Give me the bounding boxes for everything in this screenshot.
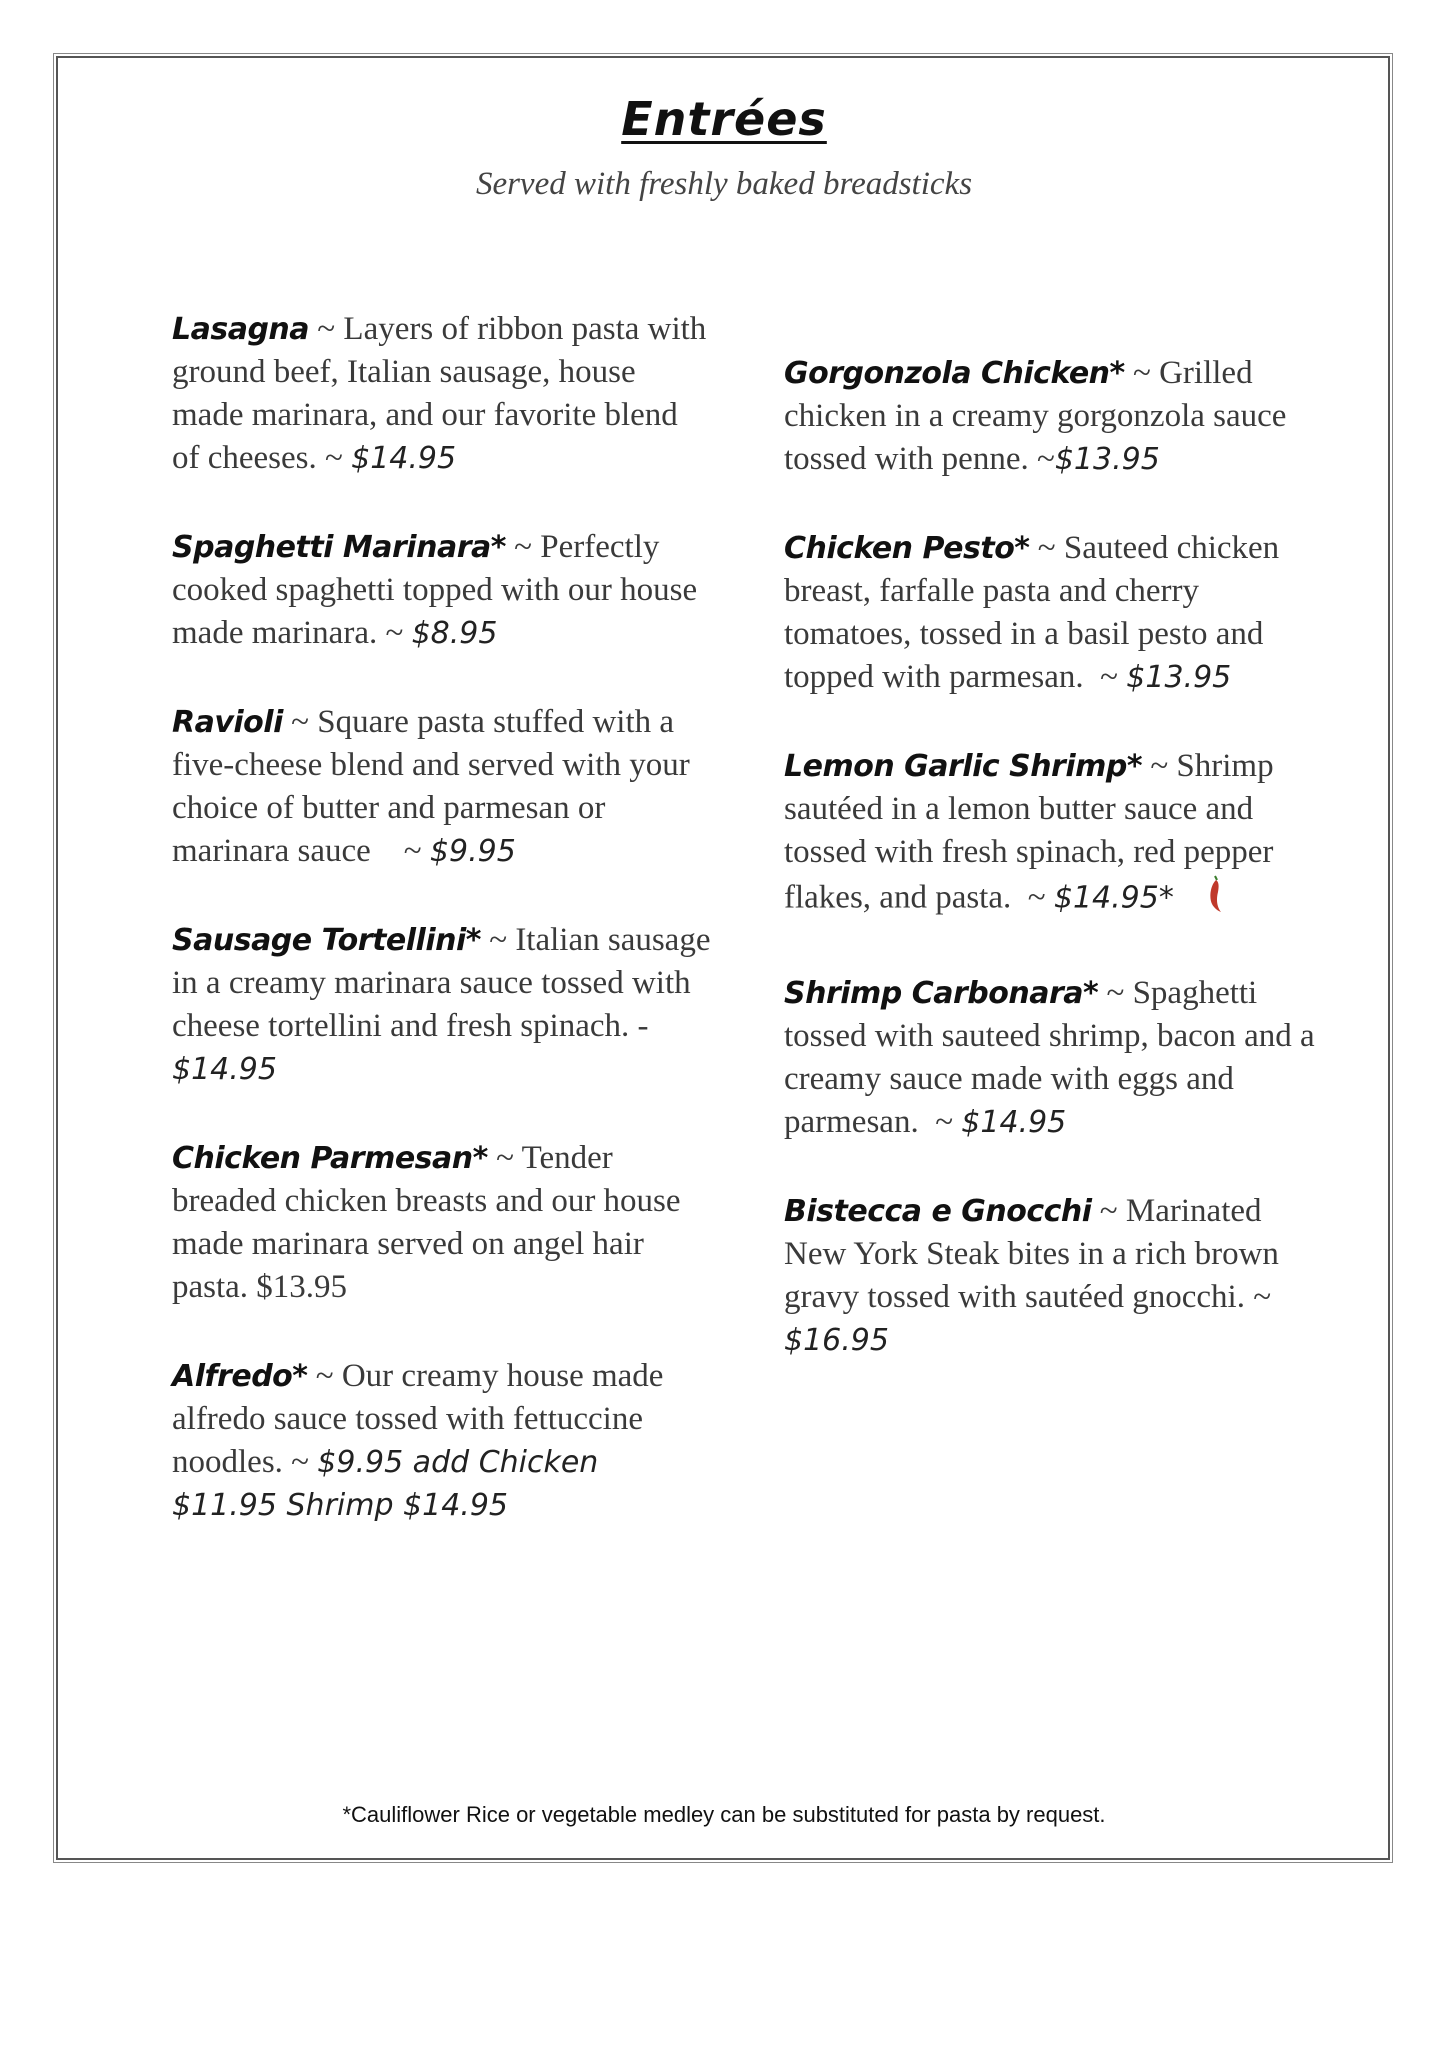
item-price: $16.95 xyxy=(784,1323,889,1358)
item-name: Ravioli xyxy=(172,705,283,740)
item-separator: ~ xyxy=(505,529,541,565)
menu-item-sausage-tortellini xyxy=(172,919,712,1091)
page-title: Entrées xyxy=(621,92,827,146)
item-price: $8.95 xyxy=(411,616,498,651)
item-price: $9.95 xyxy=(429,834,516,869)
item-description: Sauteed chicken breast, farfalle pasta and cherry tomatoes, tossed in a basil pesto and topped with parmesan. ~ xyxy=(784,530,1288,695)
item-name: Lemon Garlic Shrimp* xyxy=(784,749,1143,784)
item-description: Our creamy house made alfredo sauce tossed with fettuccine noodles. ~ xyxy=(172,1358,664,1480)
item-price: $13.95 xyxy=(1126,660,1232,695)
item-separator: ~ xyxy=(1091,1193,1126,1229)
menu-item-bistecca-e-gnocchi xyxy=(784,1190,1324,1362)
chili-pepper-icon xyxy=(1206,874,1224,926)
item-name: Spaghetti Marinara* xyxy=(172,530,506,565)
item-description: Spaghetti tossed with sauteed shrimp, bacon and a creamy sauce made with eggs and parmesan. ~ xyxy=(784,975,1323,1140)
item-separator: ~ xyxy=(1142,748,1177,784)
item-price: $14.95 xyxy=(961,1105,1067,1140)
item-description: Square pasta stuffed with a five-cheese blend and served with your choice of butter and parmesan or marinara sauce ~ xyxy=(172,704,698,869)
item-separator: ~ xyxy=(307,1358,342,1394)
item-description: Tender breaded chicken breasts and our house made marinara served on angel hair pasta. $13.95 xyxy=(172,1140,681,1305)
right-column xyxy=(784,352,1324,1408)
page-subtitle: Served with freshly baked breadsticks xyxy=(475,166,973,202)
left-column xyxy=(172,308,712,1573)
item-separator: ~ xyxy=(1098,975,1133,1011)
item-name: Chicken Parmesan* xyxy=(172,1141,488,1176)
menu-item-ravioli xyxy=(172,701,712,873)
item-description: Italian sausage in a creamy marinara sauce tossed with cheese tortellini and fresh spinach. - xyxy=(172,922,711,1044)
item-name: Alfredo* xyxy=(172,1359,308,1394)
menu-item-lemon-garlic-shrimp xyxy=(784,745,1324,926)
item-separator: ~ xyxy=(309,311,344,347)
item-separator: ~ xyxy=(487,1140,522,1176)
menu-item-lasagna xyxy=(172,308,712,480)
item-price: $14.95 xyxy=(172,1052,277,1087)
menu-item-spaghetti-marinara xyxy=(172,526,712,655)
item-description: Perfectly cooked spaghetti topped with our house made marinara. ~ xyxy=(172,529,698,651)
item-name: Shrimp Carbonara* xyxy=(784,976,1099,1011)
item-separator: ~ xyxy=(480,922,516,958)
item-description: Grilled chicken in a creamy gorgonzola sauce tossed with penne. ~ xyxy=(784,355,1287,477)
menu-item-alfredo xyxy=(172,1355,712,1527)
item-description: Layers of ribbon pasta with ground beef, Italian sausage, house made marinara, and our favorite blend of cheeses. ~ xyxy=(172,311,707,476)
item-name: Lasagna xyxy=(172,312,310,347)
item-separator: ~ xyxy=(1124,355,1160,391)
item-description: Shrimp sautéed in a lemon butter sauce and tossed with fresh spinach, red pepper flakes, and pasta. ~ xyxy=(784,748,1282,916)
menu-item-chicken-parmesan xyxy=(172,1137,712,1309)
item-name: Sausage Tortellini* xyxy=(172,923,481,958)
item-name: Gorgonzola Chicken* xyxy=(784,356,1125,391)
menu-item-shrimp-carbonara xyxy=(784,972,1324,1144)
item-price: $13.95 xyxy=(1054,442,1160,477)
item-price: $14.95 xyxy=(351,441,457,476)
item-separator: ~ xyxy=(282,704,318,740)
item-price: $9.95 add Chicken $11.95 Shrimp $14.95 xyxy=(172,1445,599,1523)
footnote: *Cauliflower Rice or vegetable medley can be substituted for pasta by request. xyxy=(342,1802,1106,1827)
item-description: Marinated New York Steak bites in a rich brown gravy tossed with sautéed gnocchi. ~ xyxy=(784,1193,1279,1315)
item-price: $14.95* xyxy=(1053,880,1174,916)
item-name: Chicken Pesto* xyxy=(784,531,1030,566)
menu-item-gorgonzola-chicken xyxy=(784,352,1324,481)
item-name: Bistecca e Gnocchi xyxy=(784,1194,1092,1229)
menu-item-chicken-pesto xyxy=(784,527,1324,699)
item-separator: ~ xyxy=(1029,530,1064,566)
